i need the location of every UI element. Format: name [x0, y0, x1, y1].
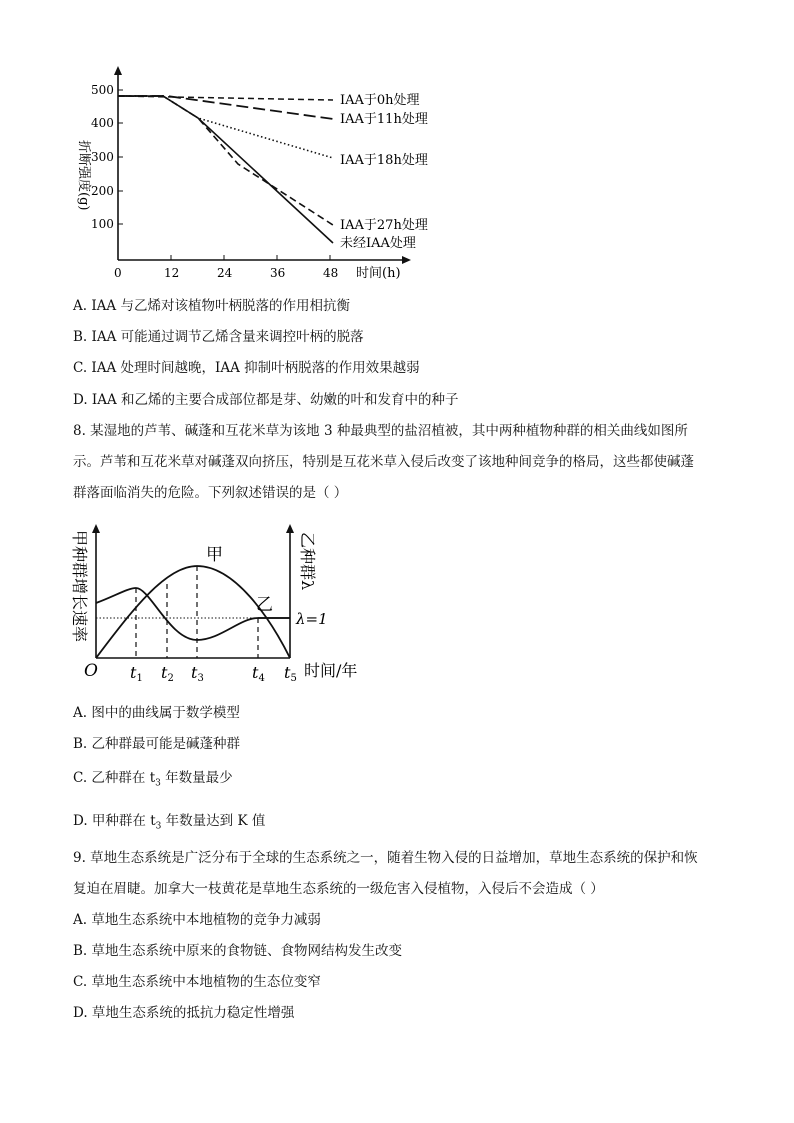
chart1-xtick-12: 12: [164, 266, 180, 280]
chart1-ytick-500: 500: [91, 83, 114, 97]
q8-option-c: C. 乙种群在 $t_3$ 年数量最少: [73, 770, 233, 789]
q7-option-b: B. IAA 可能通过调节乙烯含量来调控叶柄的脱落: [73, 329, 364, 345]
chart2-ylabel-left: 甲种群增长速率: [70, 530, 89, 643]
q8-option-a: A. 图中的曲线属于数学模型: [73, 705, 240, 721]
chart-population-growth: [70, 518, 380, 688]
tick-t4: t4: [252, 663, 265, 684]
q7-option-d: D. IAA 和乙烯的主要合成部位都是芽、幼嫩的叶和发育中的种子: [73, 392, 459, 408]
q8-option-d: D. 甲种群在 $t_3$ 年数量达到 K 值: [73, 813, 266, 832]
q9-option-b: B. 草地生态系统中原来的食物链、食物网结构发生改变: [73, 943, 403, 959]
tick-t3: t3: [191, 663, 204, 684]
label-iaa-0h: IAA于0h处理: [340, 93, 420, 108]
q9-option-a: A. 草地生态系统中本地植物的竞争力减弱: [73, 912, 321, 928]
chart2-right-arrow: [286, 524, 294, 533]
q9-option-d: D. 草地生态系统的抵抗力稳定性增强: [73, 1005, 295, 1021]
q8-option-b: B. 乙种群最可能是碱蓬种群: [73, 736, 241, 752]
chart1-xtick-36: 36: [270, 266, 286, 280]
curve-yi-label: 乙: [256, 595, 273, 615]
label-iaa-27h: IAA于27h处理: [340, 218, 428, 233]
chart1-ytick-200: 200: [91, 184, 114, 198]
chart2-left-arrow: [92, 524, 100, 533]
chart1-x-arrow: [402, 256, 411, 264]
q8-stem-line-1: 8. 某湿地的芦苇、碱蓬和互花米草为该地 3 种最典型的盐沼植被，其中两种植物种群的相关曲线如图所: [73, 423, 688, 439]
chart2-ylabel-right: 乙种群λ: [298, 532, 317, 591]
chart1-xtick-0: 0: [114, 266, 122, 280]
tick-t5: t5: [284, 663, 297, 684]
chart1-xtick-24: 24: [217, 266, 233, 280]
curve-jia-label: 甲: [206, 545, 223, 565]
tick-t1: t1: [130, 663, 143, 684]
tick-t2: t2: [161, 663, 174, 684]
label-iaa-18h: IAA于18h处理: [340, 153, 428, 168]
origin-label: O: [84, 661, 98, 681]
q9-stem-line-1: 9. 草地生态系统是广泛分布于全球的生态系统之一，随着生物入侵的日益增加，草地生态系统的保护和恢: [73, 850, 698, 866]
q7-option-a: A. IAA 与乙烯对该植物叶柄脱落的作用相抗衡: [73, 298, 350, 314]
q9-option-c: C. 草地生态系统中本地植物的生态位变窄: [73, 974, 321, 990]
label-no-iaa: 未经IAA处理: [340, 236, 416, 251]
series-iaa-27h: [118, 96, 333, 225]
q8-stem-line-2: 示。芦苇和互花米草对碱蓬双向挤压，特别是互花米草入侵后改变了该地种间竞争的格局，这些都使碱蓬: [73, 454, 694, 470]
q8-stem-line-3: 群落面临消失的危险。下列叙述错误的是（ ）: [73, 485, 348, 501]
chart1-xtick-48: 48: [323, 266, 339, 280]
chart1-ylabel: 折断强度(g): [76, 140, 91, 211]
series-no-iaa: [118, 96, 333, 243]
chart1-ytick-100: 100: [91, 217, 114, 231]
chart1-x-ticks: [114, 255, 338, 280]
chart1-xlabel: 时间(h): [356, 266, 401, 281]
chart1-y-arrow: [114, 66, 122, 75]
chart2-xlabel: 时间/年: [304, 661, 358, 680]
chart1-ytick-300: 300: [91, 150, 114, 164]
chart1-ytick-400: 400: [91, 116, 114, 130]
label-iaa-11h: IAA于11h处理: [340, 112, 428, 127]
chart-iaa-breaking-strength: [60, 60, 460, 285]
lambda-label: λ=1: [296, 610, 328, 628]
q7-option-c: C. IAA 处理时间越晚，IAA 抑制叶柄脱落的作用效果越弱: [73, 360, 420, 376]
q9-stem-line-2: 复迫在眉睫。加拿大一枝黄花是草地生态系统的一级危害入侵植物，入侵后不会造成（ ）: [73, 881, 604, 897]
